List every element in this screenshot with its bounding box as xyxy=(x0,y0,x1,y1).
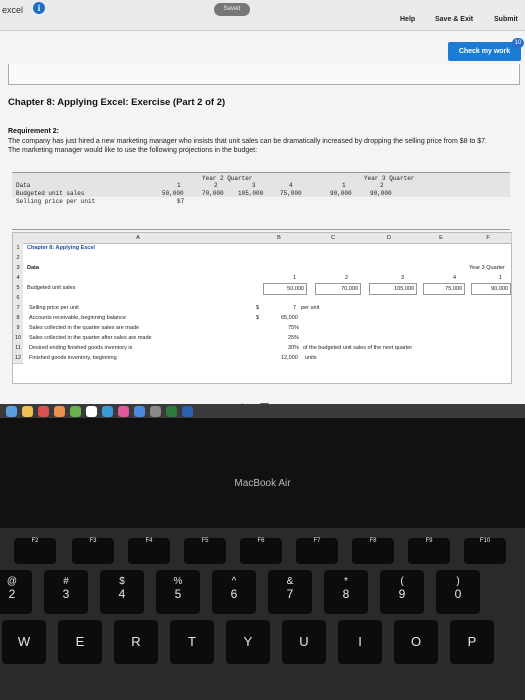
chapter-title: Chapter 8: Applying Excel: Exercise (Part 2 of 2) xyxy=(8,97,226,108)
number-key[interactable] xyxy=(44,570,88,614)
quarter-cell[interactable]: 4 xyxy=(453,275,457,281)
row-header[interactable]: 9 xyxy=(13,323,23,334)
key-number: 8 xyxy=(342,587,350,601)
column-header-b[interactable]: B xyxy=(253,233,306,244)
finder-icon[interactable] xyxy=(6,406,17,417)
key-symbol: % xyxy=(173,576,183,587)
key-symbol: # xyxy=(63,576,69,587)
excel-icon[interactable] xyxy=(166,406,177,417)
column-header-a[interactable]: A xyxy=(23,233,254,244)
fn-key[interactable]: F10 xyxy=(464,538,506,564)
column-header-d[interactable]: D xyxy=(361,233,418,244)
quarter-cell[interactable]: 3 xyxy=(401,275,405,281)
settings-icon[interactable] xyxy=(150,406,161,417)
app-icon[interactable] xyxy=(102,406,113,417)
check-count-badge: 10 xyxy=(512,38,524,48)
chrome-icon[interactable] xyxy=(22,406,33,417)
budgeted-value: 75,000 xyxy=(280,190,302,197)
quarter-num: 1 xyxy=(177,182,181,189)
content-area xyxy=(0,64,525,404)
budgeted-value: 50,000 xyxy=(162,190,184,197)
save-exit-link[interactable]: Save & Exit xyxy=(435,16,474,23)
number-key[interactable] xyxy=(212,570,256,614)
laptop-label: MacBook Air xyxy=(234,478,291,489)
letter-key[interactable]: W xyxy=(2,620,46,664)
quarter-num: 2 xyxy=(380,182,384,189)
fn-key[interactable]: F4 xyxy=(128,538,170,564)
letter-key[interactable]: Y xyxy=(226,620,270,664)
dollar-sign: $ xyxy=(256,305,260,311)
fn-key[interactable]: F3 xyxy=(72,538,114,564)
key-symbol: ^ xyxy=(231,576,237,587)
row-header[interactable]: 5 xyxy=(13,283,23,294)
letter-key[interactable]: I xyxy=(338,620,382,664)
quarter-num: 4 xyxy=(289,182,293,189)
key-number: 0 xyxy=(454,587,462,601)
year3-quarter-header: Year 3 Quarter xyxy=(364,175,415,182)
row-header[interactable]: 7 xyxy=(13,303,23,314)
help-link[interactable]: Help xyxy=(400,16,416,23)
key-number: 5 xyxy=(174,587,182,601)
letter-key[interactable]: O xyxy=(394,620,438,664)
check-my-work-button[interactable]: Check my work xyxy=(448,42,521,61)
number-key[interactable] xyxy=(268,570,312,614)
budgeted-value-cell[interactable]: 90,000 xyxy=(471,283,511,295)
sales-same-quarter-cell[interactable]: Sales collected in the quarter sales are made xyxy=(29,325,140,331)
key-number: 2 xyxy=(8,587,16,601)
desired-inventory-note-cell[interactable]: of the budgeted unit sales of the next quarter xyxy=(303,345,413,351)
selling-price-value-cell[interactable]: 7 xyxy=(293,305,297,311)
key-number: 7 xyxy=(286,587,294,601)
selling-price-cell[interactable]: Selling price per unit xyxy=(29,305,79,311)
budgeted-value: 90,000 xyxy=(330,190,352,197)
word-icon[interactable] xyxy=(182,406,193,417)
spreadsheet-grid xyxy=(12,232,512,384)
laptop-bezel xyxy=(0,418,525,528)
beginning-inventory-cell[interactable]: Finished goods inventory, beginning xyxy=(29,355,117,361)
letter-key[interactable]: T xyxy=(170,620,214,664)
letter-key[interactable]: P xyxy=(450,620,494,664)
column-header-c[interactable]: C xyxy=(305,233,362,244)
key-symbol: & xyxy=(286,576,294,587)
row-header[interactable]: 3 xyxy=(13,263,23,274)
row-header[interactable]: 11 xyxy=(13,343,23,354)
year2-quarter-header: Year 2 Quarter xyxy=(202,175,253,182)
itunes-icon[interactable] xyxy=(118,406,129,417)
budgeted-value-cell[interactable]: 70,000 xyxy=(315,283,361,295)
key-number: 6 xyxy=(230,587,238,601)
row-header[interactable]: 8 xyxy=(13,313,23,324)
quarter-num: 3 xyxy=(252,182,256,189)
projections-table xyxy=(12,172,510,230)
sales-next-quarter-cell[interactable]: Sales collected in the quarter after sales are made xyxy=(29,335,152,341)
budgeted-unit-sales-label: Budgeted unit sales xyxy=(16,190,85,197)
row-header[interactable]: 12 xyxy=(13,353,23,364)
key-number: 3 xyxy=(62,587,70,601)
requirement-title: Requirement 2: xyxy=(8,128,59,135)
row-header[interactable]: 6 xyxy=(13,293,23,304)
budgeted-value: 90,000 xyxy=(370,190,392,197)
saved-status: Saved xyxy=(214,3,250,16)
key-symbol: $ xyxy=(119,576,125,587)
letter-key[interactable]: E xyxy=(58,620,102,664)
column-header-e[interactable]: E xyxy=(417,233,466,244)
collected-next-value-cell[interactable]: 25% xyxy=(288,335,300,341)
quarter-cell[interactable]: 1 xyxy=(499,275,503,281)
letter-key[interactable]: U xyxy=(282,620,326,664)
fn-key[interactable]: F7 xyxy=(296,538,338,564)
appstore-icon[interactable] xyxy=(134,406,145,417)
receivable-value-cell[interactable]: 65,000 xyxy=(281,315,298,321)
budgeted-value-cell[interactable]: 105,000 xyxy=(369,283,417,295)
keyboard xyxy=(0,528,525,700)
submit-link[interactable]: Submit xyxy=(494,16,518,23)
key-number: 4 xyxy=(118,587,126,601)
key-symbol: ) xyxy=(456,576,460,587)
per-unit-cell[interactable]: per unit xyxy=(301,305,320,311)
fn-key[interactable]: F6 xyxy=(240,538,282,564)
facetime-icon[interactable] xyxy=(70,406,81,417)
quarter-cell[interactable]: 2 xyxy=(345,275,349,281)
top-bar xyxy=(0,0,525,31)
selling-price-label: Selling price per unit xyxy=(16,198,96,205)
row-header[interactable]: 1 xyxy=(13,243,23,254)
calendar-icon[interactable] xyxy=(54,406,65,417)
brand-logo: excel xyxy=(2,5,24,15)
column-header-f[interactable]: F xyxy=(465,233,512,244)
row-header[interactable]: 10 xyxy=(13,333,23,344)
number-key[interactable] xyxy=(100,570,144,614)
number-key[interactable] xyxy=(324,570,368,614)
dock xyxy=(0,404,525,418)
budgeted-value-cell[interactable]: 50,000 xyxy=(263,283,307,295)
key-number: 9 xyxy=(398,587,406,601)
budgeted-label-cell[interactable]: Budgeted unit sales xyxy=(27,285,76,291)
row-header[interactable]: 4 xyxy=(13,273,23,284)
fn-key[interactable]: F8 xyxy=(352,538,394,564)
sheet-title-cell[interactable]: Chapter 8: Applying Excel xyxy=(27,245,95,251)
dollar-sign: $ xyxy=(256,315,260,321)
row-header[interactable]: 2 xyxy=(13,253,23,264)
number-key[interactable] xyxy=(436,570,480,614)
beginning-inventory-value-cell[interactable]: 12,000 xyxy=(281,355,298,361)
budgeted-value-cell[interactable]: 75,000 xyxy=(423,283,465,295)
key-symbol: @ xyxy=(6,576,18,587)
number-key[interactable] xyxy=(156,570,200,614)
quarter-num: 2 xyxy=(214,182,218,189)
units-cell[interactable]: units xyxy=(305,355,317,361)
quarter-num: 1 xyxy=(342,182,346,189)
number-key[interactable] xyxy=(0,570,32,614)
quarter-cell[interactable]: 1 xyxy=(293,275,297,281)
info-icon[interactable]: i xyxy=(33,2,45,14)
notes-icon[interactable] xyxy=(86,406,97,417)
fn-key[interactable]: F9 xyxy=(408,538,450,564)
letter-key[interactable]: R xyxy=(114,620,158,664)
photo-icon[interactable] xyxy=(38,406,49,417)
year3-quarter-cell[interactable]: Year 3 Quarter xyxy=(469,265,505,271)
budgeted-value: 105,000 xyxy=(238,190,264,197)
desired-inventory-cell[interactable]: Desired ending finished goods inventory is xyxy=(29,345,133,351)
data-label: Data xyxy=(16,182,31,189)
budgeted-value: 70,000 xyxy=(202,190,224,197)
data-label-cell[interactable]: Data xyxy=(27,265,39,271)
scrolled-question-box xyxy=(8,64,520,85)
fn-key[interactable]: F5 xyxy=(184,538,226,564)
collected-same-value-cell[interactable]: 75% xyxy=(288,325,300,331)
selling-price-value: $7 xyxy=(177,198,185,205)
requirement-text: The company has just hired a new marketing manager who insists that unit sales can be dramatically increased by dropping the selling price from $8 to $7. The marketing manager would like to use the following projections in the budget: xyxy=(8,138,487,154)
accounts-receivable-cell[interactable]: Accounts receivable, beginning balance xyxy=(29,315,126,321)
desired-inventory-value-cell[interactable]: 30% xyxy=(288,345,300,351)
number-key[interactable] xyxy=(380,570,424,614)
key-symbol: * xyxy=(344,576,348,587)
key-symbol: ( xyxy=(400,576,404,587)
fn-key[interactable]: F2 xyxy=(14,538,56,564)
